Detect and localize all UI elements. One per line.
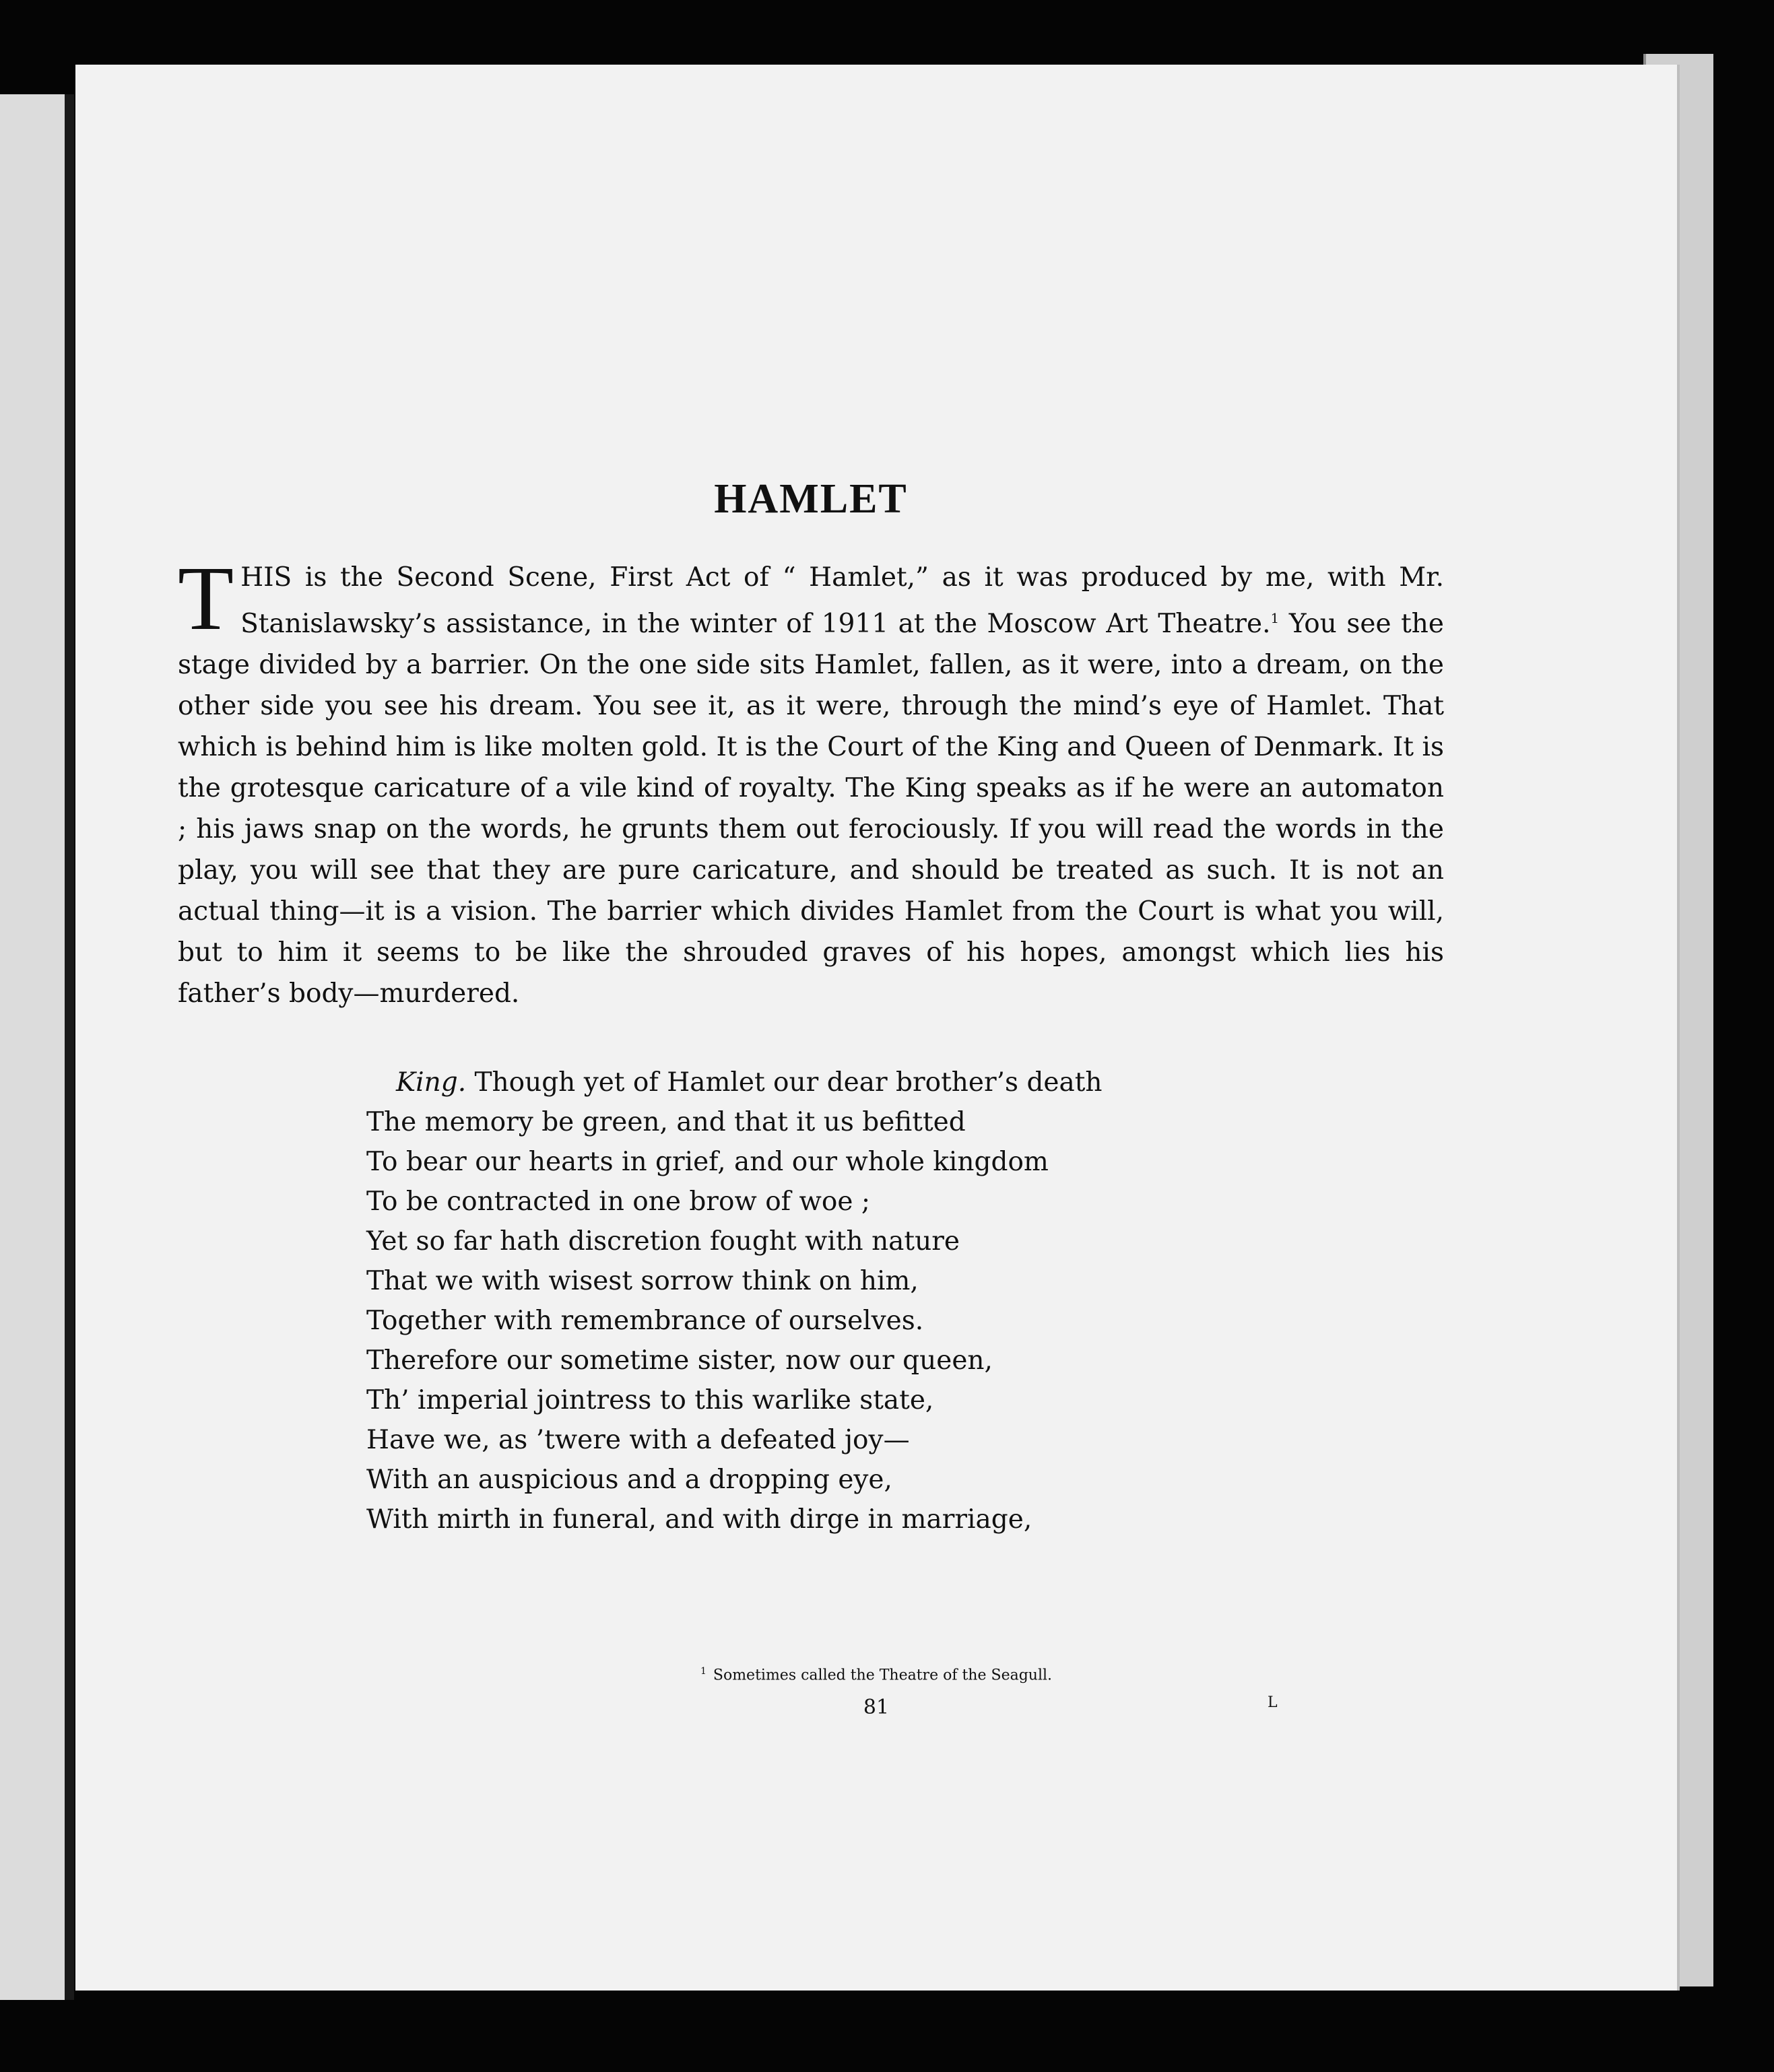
verse-line: Yet so far hath discretion fought with nature [366,1226,960,1257]
verse-line: Together with remembrance of ourselves. [366,1306,924,1336]
left-page-edge [0,94,74,2000]
footnote [75,1666,1677,1683]
paragraph-text-part2: You see the stage divided by a barrier. On the one side sits Hamlet, fallen, as it were, into a dream, on the other side you see his dream. You see it, as it were, through the mind’s eye of Hamlet. That which is behind him is like molten gold. It is the Court of the King and Queen of Denmark. It is the grotesque caricature of a vile kind of royalty. The King speaks as if he were an automaton ; his jaws snap on the words, he grunts them out ferociously. If you will read the words in the play, you will see that they are pure caricature, and should be treated as such. It is not an actual thing—it is a vision. The barrier which divides Hamlet from the Court is what you will, but to him it seems to be like the shrouded graves of his hopes, amongst which lies his father’s body—murdered. [178,609,1444,1009]
footnote-mark: 1 [700,1666,707,1677]
verse-line: With mirth in funeral, and with dirge in marriage, [366,1504,1032,1535]
footnote-reference: 1 [1270,610,1280,626]
verse-line: Th’ imperial jointress to this warlike state, [366,1385,934,1415]
verse-line: Have we, as ’twere with a defeated joy— [366,1425,910,1455]
speaker-name: King. [396,1067,467,1098]
drop-cap: T [178,548,234,649]
verse-line: Therefore our sometime sister, now our queen, [366,1345,993,1376]
verse-line-first [366,1063,1444,1102]
verse-first-line-text: Though yet of Hamlet our dear brother’s death [466,1067,1103,1098]
verse-block [366,1063,1444,1539]
verse-line: The memory be green, and that it us befitted [366,1107,966,1137]
paragraph-text-part1: HIS is the Second Scene, First Act of “ Hamlet,” as it was produced by me, with Mr. Stanislawsky’s assistance, in the winter of 1911 at the Moscow Art Theatre. [240,562,1444,639]
book-page [75,65,1677,1991]
verse-line: To bear our hearts in grief, and our whole kingdom [366,1147,1049,1177]
verse-line: That we with wisest sorrow think on him, [366,1266,919,1296]
page-number: 81 [863,1696,890,1719]
page-title: HAMLET [714,476,908,522]
footnote-text: Sometimes called the Theatre of the Seagull. [713,1667,1053,1684]
signature-mark: L [1268,1694,1278,1711]
verse-line: To be contracted in one brow of woe ; [366,1187,870,1217]
verse-line: With an auspicious and a dropping eye, [366,1465,892,1495]
page-content [178,475,1444,1539]
intro-paragraph [178,548,1444,1014]
